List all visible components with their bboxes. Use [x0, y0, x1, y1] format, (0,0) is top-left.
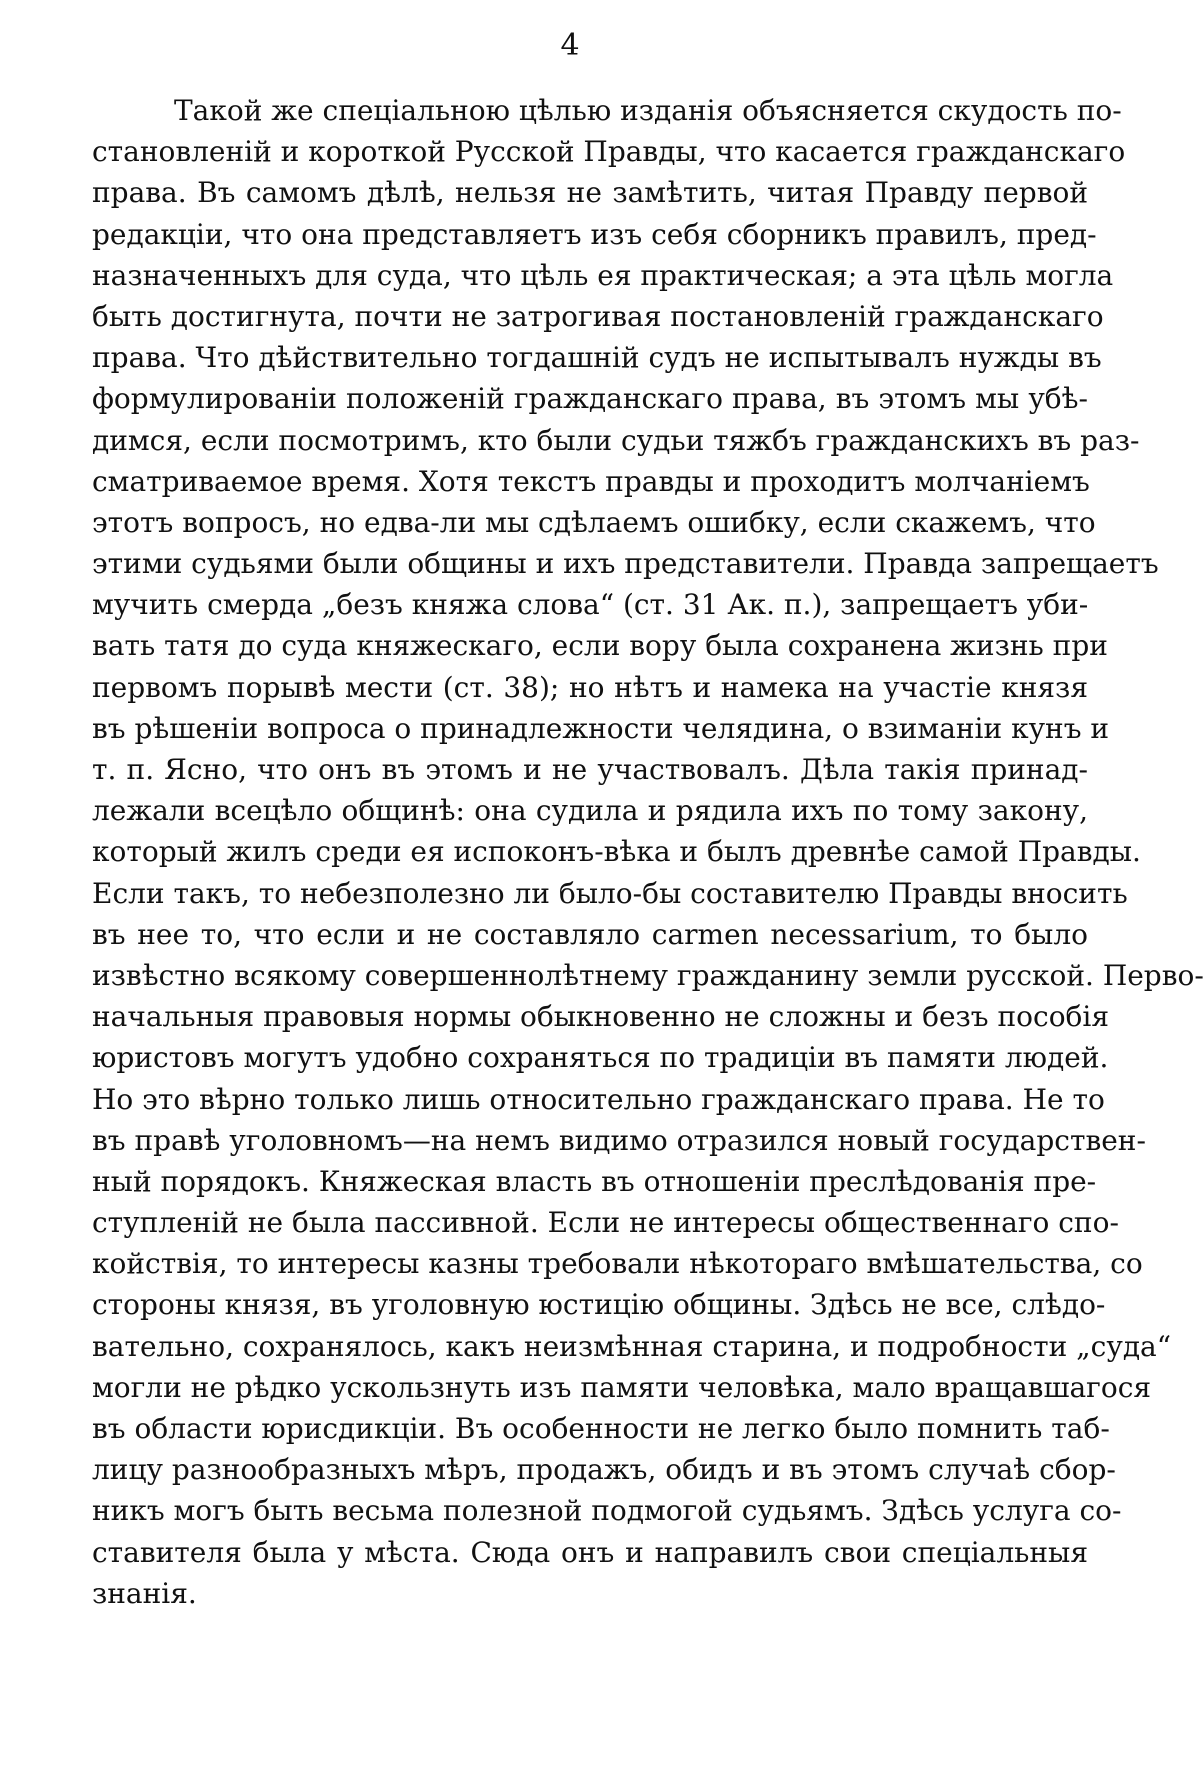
text-line: стороны князя, въ уголовную юстицiю общины. Здѣсь не все, слѣдо- [92, 1288, 1106, 1322]
text-line: лицу разнообразныхъ мѣръ, продажъ, обидъ и въ этомъ случаѣ сбор- [92, 1453, 1116, 1487]
text-line: мучить смерда „безъ княжа слова“ (ст. 31 Ак. п.), запрещаетъ уби- [92, 588, 1089, 622]
text-line: въ правѣ уголовномъ—на немъ видимо отразился новый государствен- [92, 1123, 1146, 1157]
text-line: начальныя правовыя нормы обыкновенно не сложны и безъ пособiя [92, 1000, 1110, 1034]
text-line: формулированiи положенiй гражданскаго права, въ этомъ мы убѣ- [92, 382, 1088, 416]
text-line: быть достигнута, почти не затрогивая постановленiй гражданскаго [92, 299, 1104, 333]
page-number: 4 [560, 28, 580, 63]
text-line: знанiя. [92, 1576, 197, 1610]
text-line: лежали всецѣло общинѣ: она судила и рядила ихъ по тому закону, [92, 794, 1088, 828]
text-line: становленiй и короткой Русской Правды, что касается гражданскаго [92, 135, 1126, 169]
text-line: Но это вѣрно только лишь относительно гражданскаго права. Не то [92, 1082, 1105, 1116]
text-line: димся, если посмотримъ, кто были судьи тяжбъ гражданскихъ въ раз- [92, 423, 1140, 457]
text-line: редакцiи, что она представляетъ изъ себя сборникъ правилъ, пред- [92, 217, 1097, 251]
text-line: вательно, сохранялось, какъ неизмѣнная старина, и подробности „суда“ [92, 1329, 1172, 1363]
paragraph [92, 90, 1204, 1614]
text-line: никъ могъ быть весьма полезной подмогой судьямъ. Здѣсь услуга со- [92, 1494, 1122, 1528]
text-line: сматриваемое время. Хотя текстъ правды и проходитъ молчанiемъ [92, 464, 1090, 498]
text-line: т. п. Ясно, что онъ въ этомъ и не участвовалъ. Дѣла такiя принад- [92, 753, 1088, 786]
text-line: койствiя, то интересы казны требовали нѣкотораго вмѣшательства, со [92, 1247, 1143, 1281]
text-line: ставителя была у мѣста. Сюда онъ и направилъ свои спецiальныя [92, 1535, 1088, 1569]
text-line: ный порядокъ. Княжеская власть въ отношенiи преслѣдованiя пре- [92, 1164, 1097, 1198]
text-line: Такой же спецiальною цѣлью изданiя объясняется скудость по- [174, 94, 1122, 127]
text-line: права. Что дѣйствительно тогдашнiй судъ не испытывалъ нужды въ [92, 341, 1102, 375]
text-line: въ области юрисдикцiи. Въ особенности не легко было помнить таб- [92, 1412, 1110, 1445]
text-line: Если такъ, то небезполезно ли было-бы составителю Правды вносить [92, 876, 1128, 910]
text-line: въ рѣшенiи вопроса о принадлежности челядина, о взиманiи кунъ и [92, 711, 1110, 745]
text-line: права. Въ самомъ дѣлѣ, нельзя не замѣтить, читая Правду первой [92, 176, 1088, 210]
text-line: вать татя до суда княжескаго, если вору была сохранена жизнь при [92, 629, 1108, 663]
text-line: извѣстно всякому совершеннолѣтнему гражданину земли русской. Перво- [92, 958, 1204, 992]
text-line: въ нее то, что если и не составляло carmen necessarium, то было [92, 917, 1088, 951]
text-line: ступленiй не была пассивной. Если не интересы общественнаго спо- [92, 1206, 1119, 1240]
text-line: этими судьями были общины и ихъ представители. Правда запрещаетъ [92, 547, 1159, 581]
text-line: первомъ порывѣ мести (ст. 38); но нѣтъ и намека на участiе князя [92, 670, 1088, 704]
text-line: юристовъ могутъ удобно сохраняться по традицiи въ памяти людей. [92, 1041, 1109, 1075]
text-line: назначенныхъ для суда, что цѣль ея практическая; а эта цѣль могла [92, 258, 1114, 292]
text-line: который жилъ среди ея испоконъ-вѣка и былъ древнѣе самой Правды. [92, 835, 1141, 869]
text-line: могли не рѣдко ускользнуть изъ памяти человѣка, мало вращавшагося [92, 1370, 1152, 1404]
text-line: этотъ вопросъ, но едва-ли мы сдѣлаемъ ошибку, если скажемъ, что [92, 505, 1096, 539]
